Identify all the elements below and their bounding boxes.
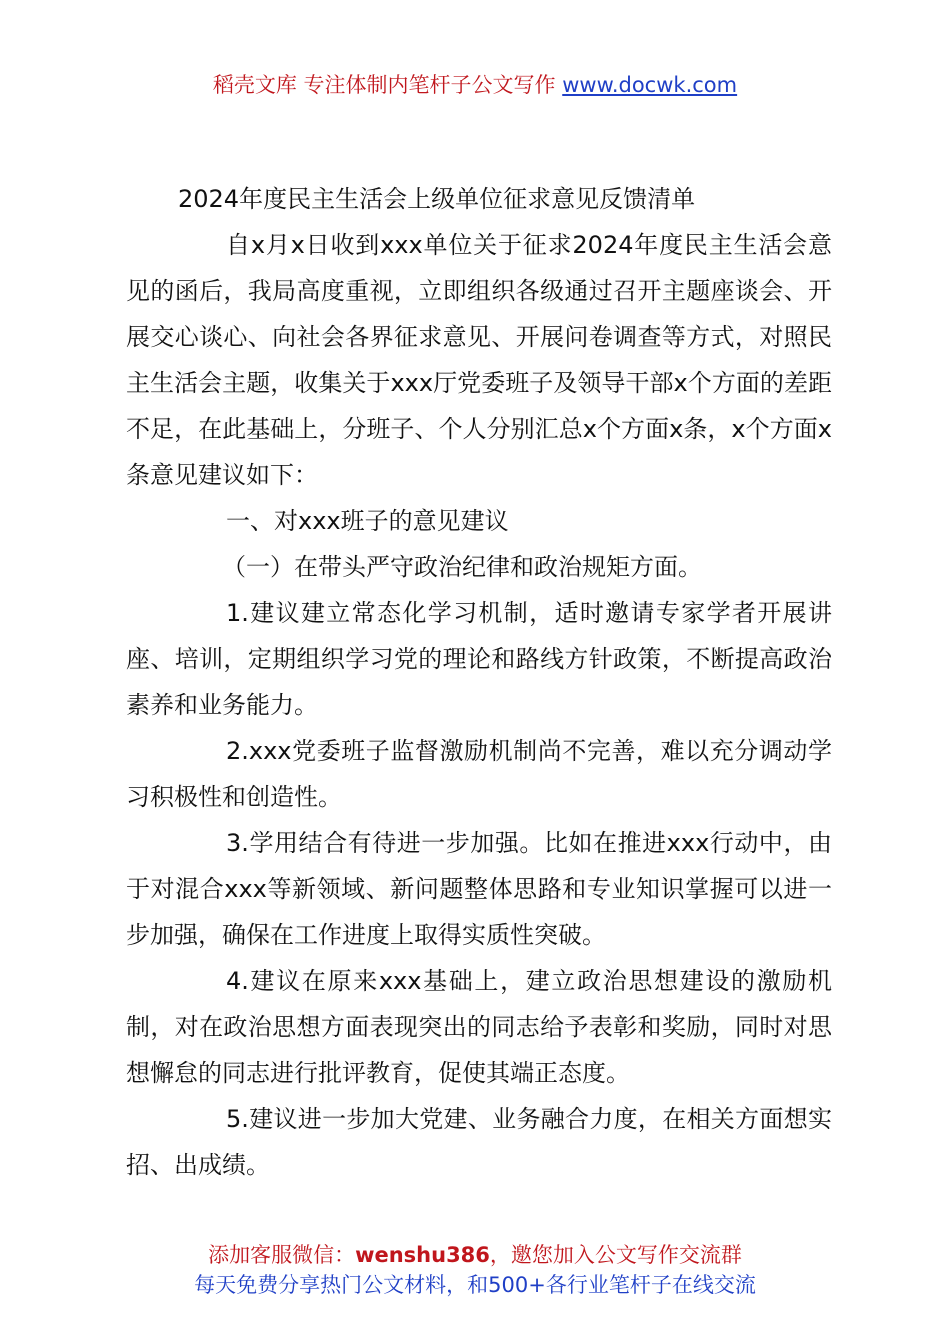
document-title: 2024年度民主生活会上级单位征求意见反馈清单 [178,185,696,213]
footer-contact-prefix: 添加客服微信： [208,1243,356,1267]
list-item: 5.建议进一步加大党建、业务融合力度，在相关方面想实招、出成绩。 [126,1105,832,1179]
footer-wechat-id: wenshu386 [355,1243,490,1267]
list-item: 2.xxx党委班子监督激励机制尚不完善，难以充分调动学习积极性和创造性。 [126,737,832,811]
list-item: 1.建议建立常态化学习机制，适时邀请专家学者开展讲座、培训，定期组织学习党的理论和路线方针政策，不断提高政治素养和业务能力。 [126,599,832,719]
footer-contact-suffix: ，邀您加入公文写作交流群 [489,1243,742,1267]
section-heading: 一、对xxx班子的意见建议 [226,507,509,535]
promo-footer [0,1240,950,1300]
list-item: 4.建议在原来xxx基础上，建立政治思想建设的激励机制，对在政治思想方面表现突出的同志给予表彰和奖励，同时对思想懈怠的同志进行批评教育，促使其端正态度。 [126,967,832,1087]
document-body [126,176,832,1188]
header-website-link[interactable]: www.docwk.com [562,73,738,97]
subsection-heading: （一）在带头严守政治纪律和政治规矩方面。 [222,553,702,581]
list-item: 3.学用结合有待进一步加强。比如在推进xxx行动中，由于对混合xxx等新领域、新问题整体思路和专业知识掌握可以进一步加强，确保在工作进度上取得实质性突破。 [126,829,832,949]
intro-paragraph: 自x月x日收到xxx单位关于征求2024年度民主生活会意见的函后，我局高度重视，立即组织各级通过召开主题座谈会、开展交心谈心、向社会各界征求意见、开展问卷调查等方式，对照民主生活会主题，收集关于xxx厅党委班子及领导干部x个方面的差距不足，在此基础上，分班子、个人分别汇总x个方面x条，x个方面x条意见建议如下： [126,231,832,489]
header-brand-text: 稻壳文库 专注体制内笔杆子公文写作 [212,73,563,97]
footer-contact-line [0,1240,950,1270]
footer-promo-line: 每天免费分享热门公文材料，和500+各行业笔杆子在线交流 [194,1273,756,1297]
watermark-header [0,70,950,100]
